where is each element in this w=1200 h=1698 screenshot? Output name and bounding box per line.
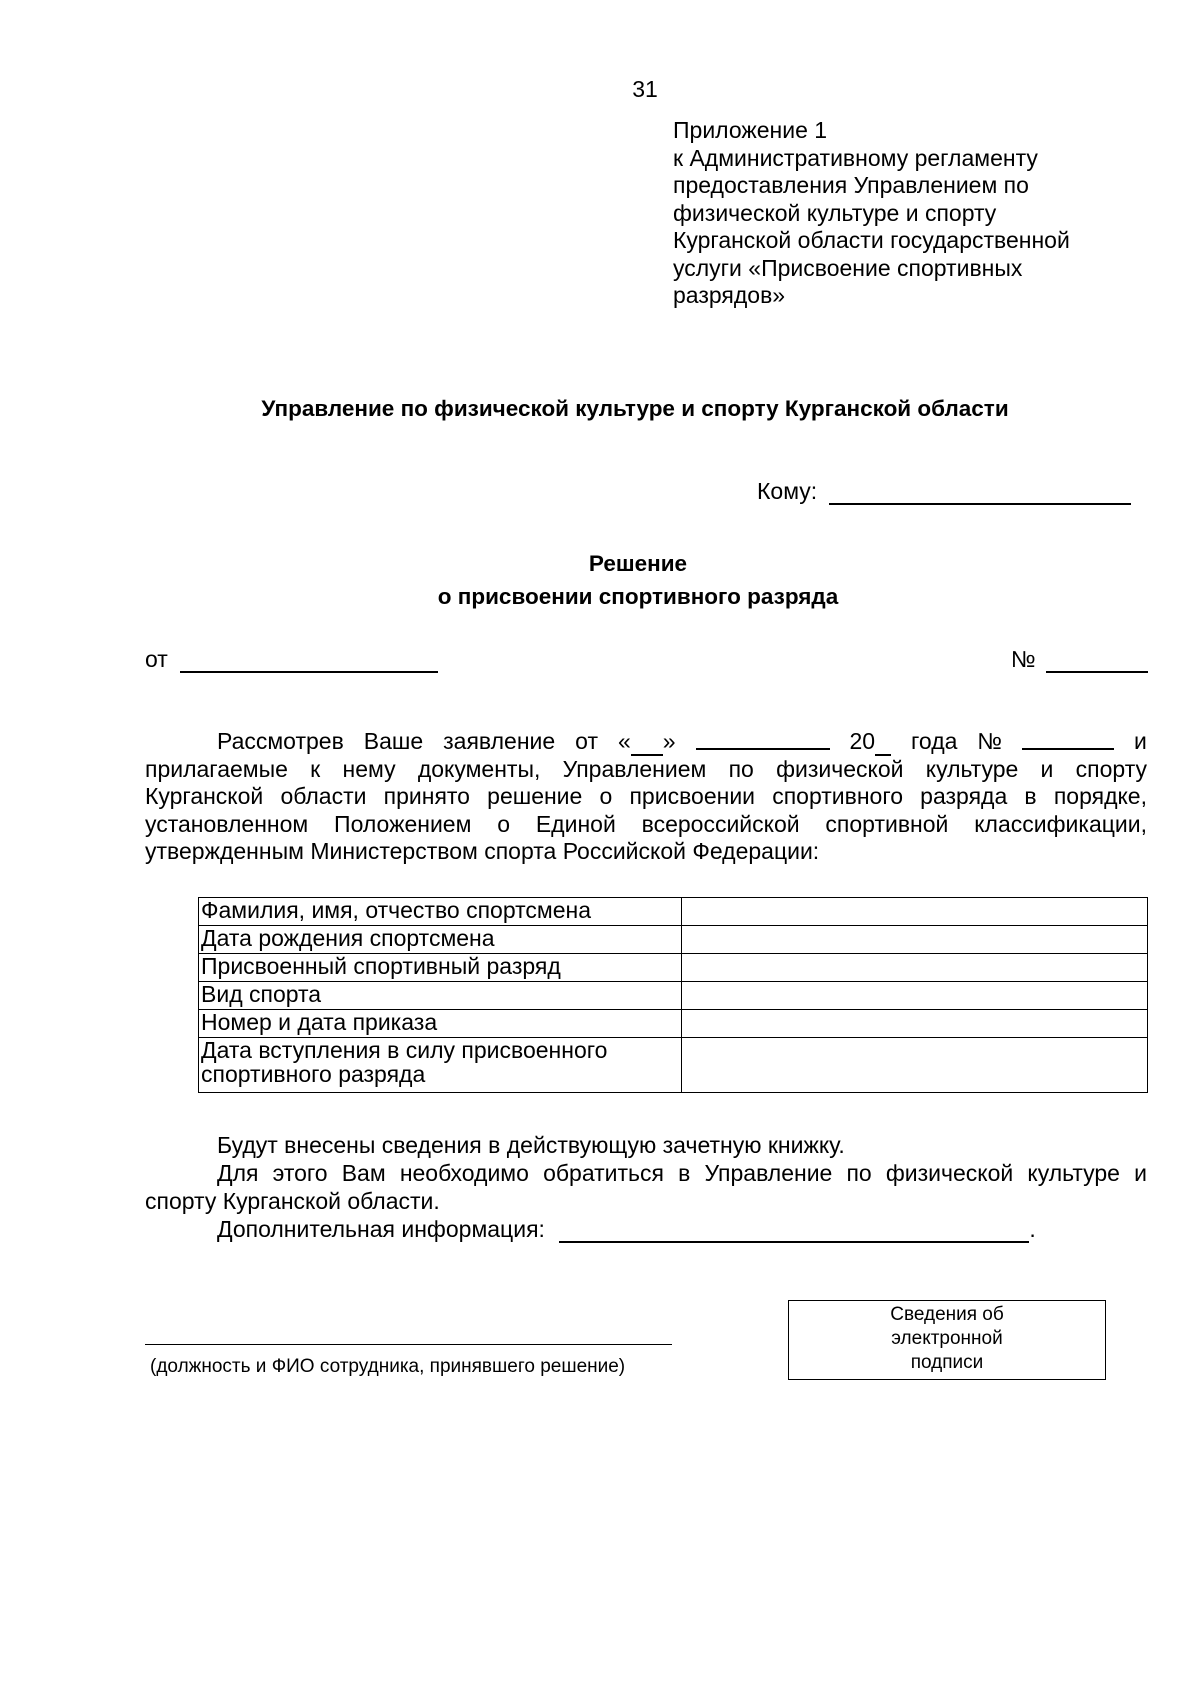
appendix-line: разрядов»	[673, 282, 786, 308]
table-row	[199, 898, 1148, 926]
body-line: Курганской области принято решение о присвоении спортивного разряда в порядке,	[145, 783, 1147, 809]
table-label-cell: Номер и дата приказа	[199, 1010, 682, 1038]
additional-info-blank[interactable]	[559, 1221, 1029, 1243]
recipient-blank[interactable]	[829, 483, 1131, 505]
decision-heading	[0, 547, 1200, 613]
body-line: установленном Положением о Единой всероссийской спортивной классификации,	[145, 810, 1147, 837]
appendix-line: Приложение 1	[673, 117, 828, 143]
appendix-line: Курганской области государственной	[673, 227, 1070, 253]
table-row	[199, 954, 1148, 982]
table-row	[199, 1038, 1148, 1093]
signature-line[interactable]	[145, 1344, 672, 1345]
table-value-cell[interactable]	[682, 1038, 1148, 1093]
date-label: от	[145, 646, 168, 672]
decision-date-field	[145, 646, 438, 673]
decision-number-field	[1011, 646, 1148, 673]
decision-number-blank[interactable]	[1046, 651, 1148, 673]
application-day-blank[interactable]	[631, 734, 663, 756]
table-row	[199, 982, 1148, 1010]
table-value-cell[interactable]	[682, 898, 1148, 926]
additional-info-line: Дополнительная информация: .	[217, 1216, 1036, 1242]
table-value-cell[interactable]	[682, 1010, 1148, 1038]
closing-line: Для этого Вам необходимо обратиться в Управление по физической культуре и	[217, 1160, 1147, 1186]
appendix-line: предоставления Управлением по	[673, 172, 1029, 198]
esign-line: электронной	[891, 1328, 1003, 1349]
organization-title: Управление по физической культуре и спорту Курганской области	[261, 396, 1009, 421]
table-label-cell: Вид спорта	[199, 982, 682, 1010]
body-line: Рассмотрев Ваше заявление от « » 20 года № и	[217, 728, 1147, 754]
appendix-line: к Административному регламенту	[673, 144, 1038, 171]
recipient-field	[757, 478, 1131, 505]
decision-title: Решение	[588, 551, 688, 576]
application-month-blank[interactable]	[696, 728, 830, 750]
esign-line: Сведения об	[890, 1304, 1004, 1325]
athlete-info-table	[198, 897, 1148, 1093]
table-row	[199, 926, 1148, 954]
esign-line: подписи	[910, 1352, 984, 1373]
closing-text	[145, 1131, 1147, 1243]
decision-subtitle: о присвоении спортивного разряда	[437, 584, 839, 609]
table-label-cell: Фамилия, имя, отчество спортсмена	[199, 898, 682, 926]
table-label-cell: Присвоенный спортивный разряд	[199, 954, 682, 982]
electronic-signature-box	[788, 1300, 1106, 1380]
table-value-cell[interactable]	[682, 982, 1148, 1010]
table-label-cell: Дата вступления в силу присвоенного спортивного разряда	[199, 1038, 682, 1093]
decision-date-blank[interactable]	[180, 651, 438, 673]
table-label-cell: Дата рождения спортсмена	[199, 926, 682, 954]
decision-body	[145, 728, 1147, 866]
closing-line: спорту Курганской области.	[145, 1188, 440, 1214]
table-value-cell[interactable]	[682, 954, 1148, 982]
signature-caption: (должность и ФИО сотрудника, принявшего решение)	[150, 1356, 626, 1377]
number-label: №	[1011, 646, 1036, 672]
application-year-blank[interactable]	[875, 734, 891, 756]
body-line: прилагаемые к нему документы, Управлением по физической культуре и спорту	[145, 755, 1147, 782]
closing-line: Будут внесены сведения в действующую зачетную книжку.	[217, 1132, 845, 1158]
application-number-blank[interactable]	[1022, 728, 1114, 750]
body-line: утвержденным Министерством спорта Российской Федерации:	[145, 838, 820, 864]
page-number: 31	[632, 76, 658, 102]
appendix-line: услуги «Присвоение спортивных	[673, 254, 1023, 281]
table-value-cell[interactable]	[682, 926, 1148, 954]
table-row	[199, 1010, 1148, 1038]
additional-info-label: Дополнительная информация:	[217, 1216, 545, 1242]
appendix-note	[673, 117, 1103, 310]
recipient-label: Кому:	[757, 478, 818, 504]
appendix-line: физической культуре и спорту	[673, 199, 997, 226]
